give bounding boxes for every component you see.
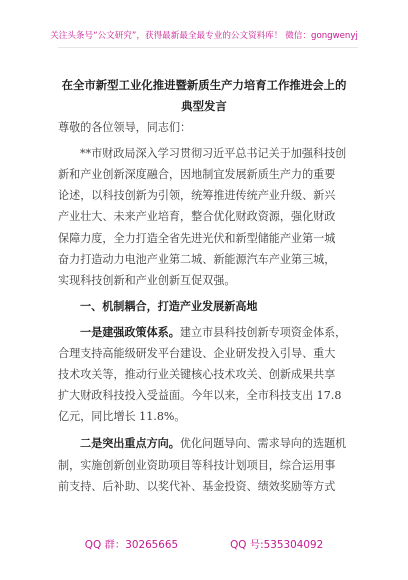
promo-header	[0, 26, 408, 44]
point-1-line: 扩大财政科技投入受益面。今年以来，全市科技支出 17.8	[58, 389, 342, 402]
promo-header-text: 关注头条号“公文研究”，获得最新最全最专业的公文资料库！ 微信：gongwenyj	[50, 31, 358, 41]
intro-line: 奋力打造动力电池产业第二城、新能源汽车产业第三城，	[58, 253, 336, 266]
point-1-lead: 一是建强政策体系。	[80, 326, 180, 339]
greeting: 尊敬的各位领导，同志们：	[58, 121, 192, 134]
intro-line: 保障力度，全力打造全省先进光伏和新型储能产业第一城	[58, 232, 336, 245]
section-heading-1: 一、机制耦合，打造产业发展新高地	[80, 300, 258, 313]
point-1-line: 技术攻关等，推动行业关键核心技术攻关、创新成果共享	[58, 368, 336, 381]
point-2-line: 制，实施创新创业资助项目等科技计划项目，综合运用事	[58, 459, 336, 472]
intro-line: 新和产业创新深度融合，因地制宜发展新质生产力的重要	[58, 168, 336, 181]
intro-line: **市财政局深入学习贯彻习近平总书记关于加强科技创	[80, 147, 347, 160]
document-title-line-2: 典型发言	[181, 99, 227, 113]
point-2-line: 前支持、后补助、以奖代补、基金投资、绩效奖励等方式	[58, 480, 336, 493]
intro-line: 实现科技创新和产业创新互促双强。	[58, 274, 236, 287]
qq-group-number: QQ 群：30265665	[84, 539, 179, 551]
contact-footer	[0, 536, 408, 552]
header-divider	[58, 47, 358, 48]
document-title-line-1: 在全市新型工业化推进暨新质生产力培育工作推进会上的	[61, 78, 347, 92]
point-2-first-line	[80, 437, 350, 451]
point-1-line: 亿元，同比增长 11.8%。	[58, 410, 186, 423]
intro-line: 论述，以科技创新为引领，统筹推进传统产业升级、新兴	[58, 189, 336, 202]
point-2-lead: 二是突出重点方向。	[80, 437, 180, 450]
point-1-line: 合理支持高能级研发平台建设、企业研发投入引导、重大	[58, 347, 336, 360]
intro-line: 产业壮大、未来产业培育，整合优化财政资源，强化财政	[58, 210, 336, 223]
qq-number: QQ 号:535304092	[230, 539, 324, 551]
point-2-first-rest: 优化问题导向、需求导向的选题机	[179, 437, 347, 450]
point-1-first-rest: 建立市县科技创新专项资金体系，	[179, 326, 347, 339]
point-1-first-line	[80, 326, 350, 340]
